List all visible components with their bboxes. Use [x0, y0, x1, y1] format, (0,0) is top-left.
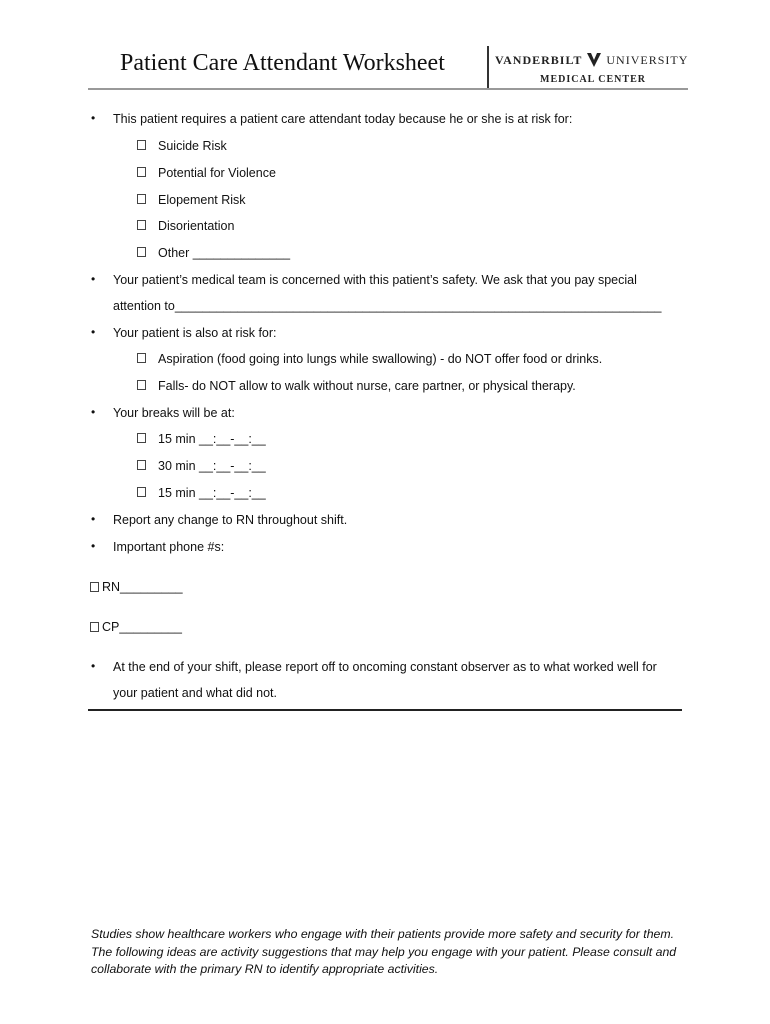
also-risk-intro: Your patient is also at risk for:: [113, 326, 277, 340]
section-divider: [88, 709, 682, 711]
concern-line-1: Your patient’s medical team is concerned with this patient’s safety. We ask that you pay special: [113, 273, 637, 287]
bullet-icon: •: [91, 405, 96, 419]
break-2: 30 min __:__-__:__: [158, 459, 266, 473]
bullet-icon: •: [91, 539, 96, 553]
checkbox-falls[interactable]: [137, 380, 146, 390]
checkbox-violence[interactable]: [137, 167, 146, 177]
end-shift-line-2: your patient and what did not.: [113, 686, 278, 700]
page-title: Patient Care Attendant Worksheet: [120, 50, 445, 76]
vanderbilt-logo: [495, 52, 688, 68]
bullet-icon: •: [91, 325, 96, 339]
option-disorientation: Disorientation: [158, 219, 235, 233]
concern-line-2[interactable]: attention to______________________________________________________________________: [113, 299, 662, 313]
checkbox-break-3[interactable]: [137, 487, 146, 497]
breaks-intro: Your breaks will be at:: [113, 406, 235, 420]
risk-intro: This patient requires a patient care attendant today because he or she is at risk for:: [113, 112, 573, 126]
checkbox-rn[interactable]: [90, 582, 99, 592]
bullet-icon: •: [91, 272, 96, 286]
logo-left-text: VANDERBILT: [495, 52, 583, 67]
checkbox-cp[interactable]: [90, 622, 99, 632]
end-shift-line-1: At the end of your shift, please report off to oncoming constant observer as to what worked well for: [113, 660, 657, 674]
phone-rn: RN_________: [102, 580, 183, 594]
logo-right-text: UNIVERSITY: [606, 52, 689, 67]
option-falls: Falls- do NOT allow to walk without nurse, care partner, or physical therapy.: [158, 379, 576, 393]
option-other: Other ______________: [158, 246, 291, 260]
logo-divider: [487, 46, 489, 90]
report-note: Report any change to RN throughout shift.: [113, 513, 348, 527]
phone-cp: CP_________: [102, 620, 182, 634]
break-3: 15 min __:__-__:__: [158, 486, 266, 500]
checkbox-disorientation[interactable]: [137, 220, 146, 230]
bullet-icon: •: [91, 111, 96, 125]
bullet-icon: •: [91, 659, 96, 673]
v-oak-leaf-icon: [586, 52, 602, 68]
header-divider: [88, 88, 688, 90]
checkbox-elopement[interactable]: [137, 194, 146, 204]
break-1: 15 min __:__-__:__: [158, 432, 266, 446]
checkbox-aspiration[interactable]: [137, 353, 146, 363]
checkbox-other[interactable]: [137, 247, 146, 257]
option-violence: Potential for Violence: [158, 166, 276, 180]
checkbox-suicide[interactable]: [137, 140, 146, 150]
footer-note: Studies show healthcare workers who engage with their patients provide more safety and security for them. The following ideas are activity suggestions that may help you engage with your patient. Please consult and collaborate with the primary RN to identify appropriate activities.: [91, 927, 677, 976]
logo-subtitle: MEDICAL CENTER: [540, 74, 646, 85]
bullet-icon: •: [91, 512, 96, 526]
phones-intro: Important phone #s:: [113, 540, 225, 554]
checkbox-break-2[interactable]: [137, 460, 146, 470]
option-aspiration: Aspiration (food going into lungs while swallowing) - do NOT offer food or drinks.: [158, 352, 603, 366]
option-elopement: Elopement Risk: [158, 193, 246, 207]
checkbox-break-1[interactable]: [137, 433, 146, 443]
option-suicide-risk: Suicide Risk: [158, 139, 227, 153]
